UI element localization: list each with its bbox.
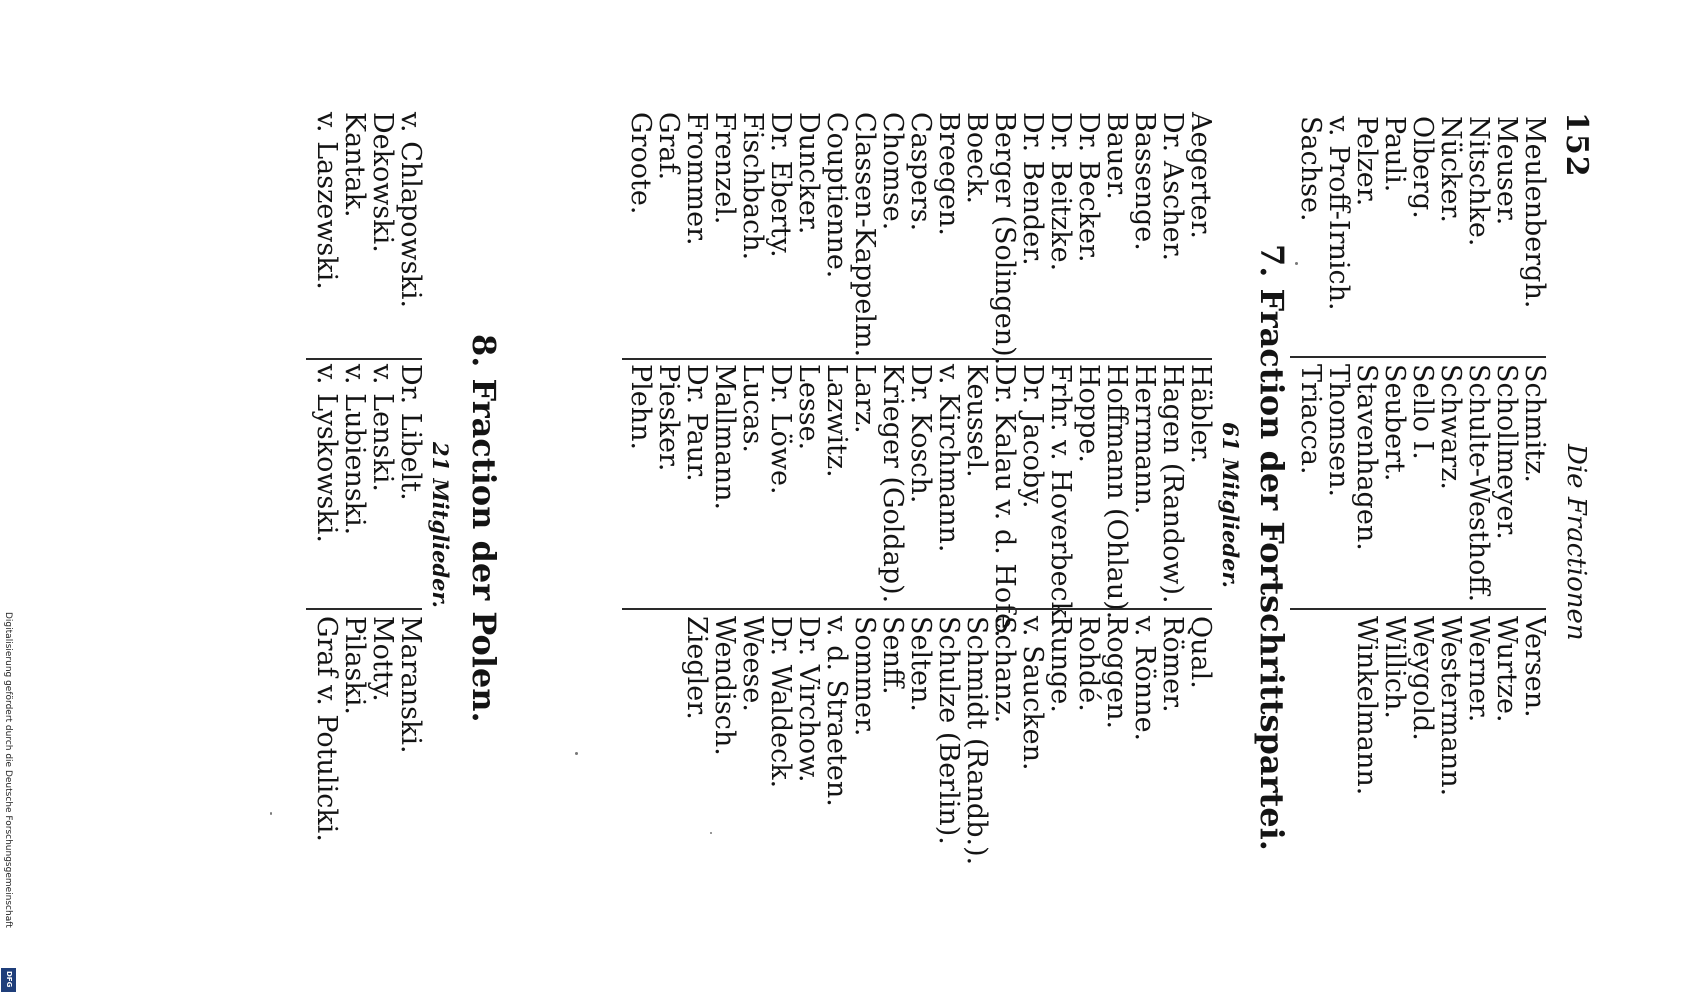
column-rule [306,358,422,360]
member-name: Stavenhagen. [1351,364,1382,551]
member-name: Roggen. [1101,616,1132,730]
section-8-column-3 [312,616,424,842]
member-name: Wurtze. [1491,616,1522,723]
member-name: Plehn. [625,364,656,451]
section-7-column-2 [626,364,1214,638]
member-name: Römer. [1157,616,1188,713]
member-name: Dr. Eberty. [765,112,796,258]
section-7-column-3 [682,616,1214,865]
member-name: Selten. [905,616,936,712]
section-8-column-1 [312,112,424,308]
member-name: v. d. Straeten. [821,616,852,807]
member-name: Senff. [877,616,908,695]
member-name: v. Chlapowski. [395,112,426,309]
member-name: Frhr. v. Hoverbeck. [1045,364,1076,627]
member-name: Krieger (Goldap). [877,364,908,604]
member-name: Pauli. [1379,116,1410,193]
member-name: Duncker. [793,112,824,235]
member-name: Herrmann. [1129,364,1160,515]
member-name: Aegerter. [1185,112,1216,239]
column-rule [622,358,1212,360]
member-name: v. Lubienski. [339,364,370,536]
scan-speck [575,752,578,755]
member-name: Dr. Beitzke. [1045,112,1076,272]
dfg-credit [0,612,18,1000]
member-name: Sommer. [849,616,880,737]
member-name: Nücker. [1435,116,1466,223]
member-name: Dr. Ascher. [1157,112,1188,262]
member-name: Breegen. [933,112,964,236]
member-name: Groote. [625,112,656,215]
member-name: Mallmann. [709,364,740,511]
member-name: v. Lenski. [367,364,398,492]
member-name: Winkelmann. [1351,616,1382,796]
member-name: Dr. Kosch. [905,364,936,504]
member-name: v. Laszewski. [311,112,342,290]
top-list-column-3 [1352,616,1548,796]
member-name: v. Rönne. [1129,616,1160,742]
section-7-column-1 [626,112,1214,365]
member-name: Dr. Waldeck. [765,616,796,789]
member-name: Keussel. [961,364,992,478]
member-name: Boeck. [961,112,992,205]
member-name: Weese. [737,616,768,712]
member-name: Hoffmann (Ohlau). [1101,364,1132,620]
scan-speck [710,832,712,834]
rotated-print-page [112,112,1592,932]
member-name: Westermann. [1435,616,1466,797]
member-name: Dr. Paur. [681,364,712,482]
section-8-member-count: 21 Mitglieder. [428,442,453,608]
column-rule [622,608,1212,610]
member-name: v. Proff-Irnich. [1323,116,1354,311]
section-8-column-2 [312,364,424,543]
member-name: v. Saucken. [1017,616,1048,771]
member-name: Sello I. [1407,364,1438,460]
dfg-credit-text: Digitalisierung gefördert durch die Deutsche Forschungsgemeinschaft [3,612,13,928]
member-name: Dr. Libelt. [395,364,426,501]
member-name: Schmidt (Randb.). [961,616,992,866]
member-name: Olberg. [1407,116,1438,219]
member-name: Hoppe. [1073,364,1104,463]
column-rule [306,608,422,610]
member-name: Graf. [653,112,684,181]
scan-speck [270,812,272,815]
member-name: Nitschke. [1463,116,1494,247]
member-name: Couptienne. [821,112,852,279]
member-name: Lazwitz. [821,364,852,478]
member-name: Classen-Kappelm. [849,112,880,358]
member-name: Caspers. [905,112,936,232]
section-7-title: 7. Fraction der Fortschrittspartei. [1253,244,1291,851]
member-name: Fischbach. [737,112,768,261]
section-8-title: 8. Fraction der Polen. [465,334,503,723]
member-name: Larz. [849,364,880,434]
member-name: Motty. [367,616,398,702]
scan-speck [1295,262,1298,265]
member-name: Runge. [1045,616,1076,713]
column-rule [1290,608,1546,610]
member-name: Werner. [1463,616,1494,723]
member-name: Pelzer. [1351,116,1382,207]
member-name: Frenzel. [709,112,740,225]
member-name: Seubert. [1379,364,1410,482]
member-name: Sachse. [1295,116,1326,222]
member-name: Dr. Löwe. [765,364,796,495]
member-name: v. Lyskowski. [311,364,342,543]
member-name: Dekowski. [367,112,398,253]
member-name: Bassenge. [1129,112,1160,251]
member-name: Dr. Becker. [1073,112,1104,263]
dfg-logo-text: DFG [5,971,13,988]
page-number: 152 [1559,112,1594,178]
member-name: Weygold. [1407,616,1438,741]
section-7-member-count: 61 Mitglieder. [1218,422,1243,588]
member-name: Schulte-Westhoff. [1463,364,1494,603]
member-name: Schulze (Berlin). [933,616,964,845]
dfg-logo [1,968,16,992]
member-name: Dr. Virchow. [793,616,824,783]
member-name: Meulenbergh. [1519,116,1550,309]
member-name: Bauer. [1101,112,1132,200]
member-name: Lucas. [737,364,768,453]
member-name: Triacca. [1295,364,1326,475]
member-name: Schollmeyer. [1491,364,1522,540]
member-name: Frommer. [681,112,712,246]
member-name: Qual. [1185,616,1216,689]
member-name: Dr. Bender. [1017,112,1048,266]
member-name: Schwarz. [1435,364,1466,490]
member-name: Meuser. [1491,116,1522,226]
member-name: Maranski. [395,616,426,754]
member-name: Thomsen. [1323,364,1354,498]
member-name: Kantak. [339,112,370,218]
member-name: Schmitz. [1519,364,1550,483]
top-list-column-1 [1296,116,1548,311]
member-name: Dr. Jacoby. [1017,364,1048,509]
member-name: Willich. [1379,616,1410,719]
member-name: Rohdé. [1073,616,1104,712]
member-name: Berger (Solingen). [989,112,1020,366]
member-name: Hagen (Randow). [1157,364,1188,604]
member-name: Versen. [1519,616,1550,718]
member-name: Schanz. [989,616,1020,724]
running-head: Die Fractionen [1561,444,1591,641]
member-name: Chomse. [877,112,908,231]
member-name: Häbler. [1185,364,1216,465]
member-name: Pilaski. [339,616,370,715]
member-name: Graf v. Potulicki. [311,616,342,842]
member-name: v. Kirchmann. [933,364,964,553]
member-name: Dr. Kalau v. d. Hofe. [989,364,1020,638]
column-rule [1290,356,1546,358]
member-name: Wendisch. [709,616,740,756]
top-list-column-2 [1296,364,1548,602]
member-name: Piesker. [653,364,684,472]
member-name: Ziegler. [681,616,712,720]
member-name: Lesse. [793,364,824,451]
